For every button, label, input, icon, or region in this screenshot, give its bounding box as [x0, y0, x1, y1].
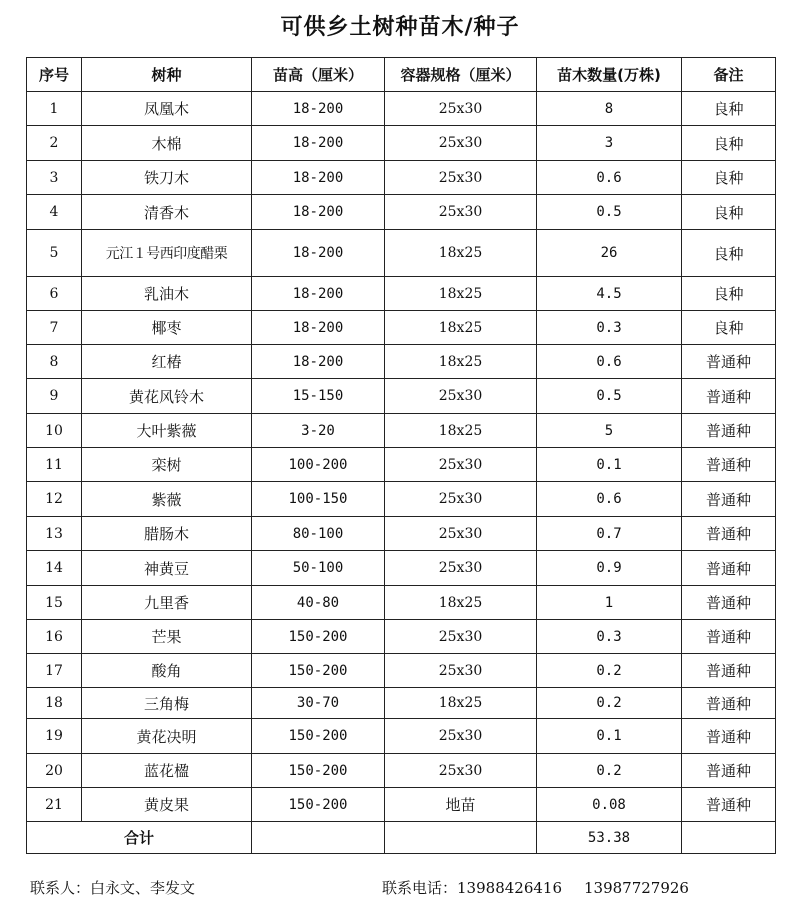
- row-species: 蓝花楹: [82, 754, 252, 788]
- row-height: 18-200: [252, 311, 385, 345]
- row-species: 清香木: [82, 195, 252, 230]
- row-quantity: 0.7: [537, 517, 682, 551]
- row-note: 普通种: [682, 586, 776, 620]
- row-quantity: 0.6: [537, 161, 682, 195]
- row-index: 4: [27, 195, 82, 230]
- row-index: 21: [27, 788, 82, 822]
- contact-persons: 联系人：白永文、李发文: [30, 879, 196, 897]
- row-index: 15: [27, 586, 82, 620]
- row-index: 3: [27, 161, 82, 195]
- row-note: 普通种: [682, 551, 776, 586]
- row-container: 25x30: [385, 161, 537, 195]
- row-container: 18x25: [385, 688, 537, 719]
- row-index: 16: [27, 620, 82, 654]
- row-container: 地苗: [385, 788, 537, 822]
- table-row: [27, 719, 776, 754]
- row-note: 良种: [682, 195, 776, 230]
- row-container: 25x30: [385, 551, 537, 586]
- row-height: 100-150: [252, 482, 385, 517]
- row-index: 9: [27, 379, 82, 414]
- row-note: 良种: [682, 311, 776, 345]
- phone-label: 联系电话：: [382, 879, 458, 897]
- row-quantity: 0.9: [537, 551, 682, 586]
- row-species: 木棉: [82, 126, 252, 161]
- row-species: 神黄豆: [82, 551, 252, 586]
- row-container: 25x30: [385, 92, 537, 126]
- total-height-empty: [252, 822, 385, 854]
- row-height: 30-70: [252, 688, 385, 719]
- table-row: [27, 482, 776, 517]
- row-quantity: 0.5: [537, 379, 682, 414]
- row-quantity: 0.2: [537, 654, 682, 688]
- row-note: 普通种: [682, 788, 776, 822]
- row-container: 25x30: [385, 754, 537, 788]
- row-note: 良种: [682, 277, 776, 311]
- header-species: 树种: [82, 58, 252, 92]
- row-species: 酸角: [82, 654, 252, 688]
- total-label: 合计: [27, 822, 252, 854]
- header-height: 苗高（厘米）: [252, 58, 385, 92]
- row-note: 良种: [682, 92, 776, 126]
- total-row: [27, 822, 776, 854]
- row-species: 椰枣: [82, 311, 252, 345]
- table-row: [27, 448, 776, 482]
- row-index: 14: [27, 551, 82, 586]
- row-note: 普通种: [682, 620, 776, 654]
- row-note: 良种: [682, 126, 776, 161]
- row-species: 黄花风铃木: [82, 379, 252, 414]
- row-note: 普通种: [682, 482, 776, 517]
- row-species: 黄皮果: [82, 788, 252, 822]
- row-container: 18x25: [385, 586, 537, 620]
- total-note-empty: [682, 822, 776, 854]
- row-index: 5: [27, 230, 82, 277]
- row-height: 15-150: [252, 379, 385, 414]
- row-species: 大叶紫薇: [82, 414, 252, 448]
- row-container: 25x30: [385, 195, 537, 230]
- row-index: 13: [27, 517, 82, 551]
- header-container: 容器规格（厘米）: [385, 58, 537, 92]
- row-quantity: 1: [537, 586, 682, 620]
- row-container: 25x30: [385, 379, 537, 414]
- row-container: 25x30: [385, 620, 537, 654]
- row-quantity: 0.08: [537, 788, 682, 822]
- row-height: 18-200: [252, 195, 385, 230]
- row-height: 50-100: [252, 551, 385, 586]
- row-note: 普通种: [682, 517, 776, 551]
- row-note: 普通种: [682, 719, 776, 754]
- row-note: 良种: [682, 161, 776, 195]
- row-height: 18-200: [252, 345, 385, 379]
- table-row: [27, 311, 776, 345]
- phone-number-2: 13987727926: [584, 879, 689, 897]
- row-quantity: 0.1: [537, 448, 682, 482]
- row-note: 普通种: [682, 754, 776, 788]
- row-height: 18-200: [252, 92, 385, 126]
- row-height: 150-200: [252, 788, 385, 822]
- row-index: 6: [27, 277, 82, 311]
- table-row: [27, 620, 776, 654]
- row-container: 18x25: [385, 230, 537, 277]
- row-quantity: 3: [537, 126, 682, 161]
- header-index: 序号: [27, 58, 82, 92]
- row-quantity: 0.5: [537, 195, 682, 230]
- row-height: 18-200: [252, 126, 385, 161]
- row-quantity: 0.1: [537, 719, 682, 754]
- row-height: 18-200: [252, 230, 385, 277]
- table-row: [27, 754, 776, 788]
- row-species: 栾树: [82, 448, 252, 482]
- row-height: 150-200: [252, 654, 385, 688]
- table-row: [27, 161, 776, 195]
- table-row: [27, 688, 776, 719]
- row-height: 18-200: [252, 277, 385, 311]
- table-row: [27, 379, 776, 414]
- row-container: 18x25: [385, 345, 537, 379]
- row-species: 紫薇: [82, 482, 252, 517]
- row-note: 良种: [682, 230, 776, 277]
- seedling-table: [26, 57, 776, 854]
- row-height: 40-80: [252, 586, 385, 620]
- row-height: 18-200: [252, 161, 385, 195]
- table-row: [27, 414, 776, 448]
- contact-phones: [382, 877, 689, 898]
- total-container-empty: [385, 822, 537, 854]
- row-quantity: 0.3: [537, 311, 682, 345]
- row-note: 普通种: [682, 379, 776, 414]
- row-quantity: 0.6: [537, 482, 682, 517]
- row-container: 25x30: [385, 654, 537, 688]
- row-index: 20: [27, 754, 82, 788]
- row-quantity: 0.6: [537, 345, 682, 379]
- row-index: 19: [27, 719, 82, 754]
- row-index: 11: [27, 448, 82, 482]
- row-height: 100-200: [252, 448, 385, 482]
- header-quantity: 苗木数量(万株): [537, 58, 682, 92]
- row-height: 150-200: [252, 719, 385, 754]
- row-index: 10: [27, 414, 82, 448]
- row-container: 25x30: [385, 719, 537, 754]
- row-note: 普通种: [682, 654, 776, 688]
- row-quantity: 5: [537, 414, 682, 448]
- row-species: 三角梅: [82, 688, 252, 719]
- table-row: [27, 195, 776, 230]
- row-index: 18: [27, 688, 82, 719]
- table-row: [27, 654, 776, 688]
- row-index: 7: [27, 311, 82, 345]
- row-species: 乳油木: [82, 277, 252, 311]
- row-species: 黄花决明: [82, 719, 252, 754]
- table-row: [27, 277, 776, 311]
- table-row: [27, 788, 776, 822]
- row-container: 25x30: [385, 448, 537, 482]
- row-species: 铁刀木: [82, 161, 252, 195]
- table-header-row: [27, 58, 776, 92]
- table-body: [27, 92, 776, 822]
- row-index: 17: [27, 654, 82, 688]
- row-note: 普通种: [682, 448, 776, 482]
- row-index: 12: [27, 482, 82, 517]
- row-container: 25x30: [385, 482, 537, 517]
- row-quantity: 0.2: [537, 754, 682, 788]
- table-row: [27, 586, 776, 620]
- row-index: 8: [27, 345, 82, 379]
- phone-number-1: 13988426416: [457, 879, 562, 897]
- row-container: 18x25: [385, 277, 537, 311]
- row-container: 25x30: [385, 517, 537, 551]
- row-height: 150-200: [252, 620, 385, 654]
- row-species: 红椿: [82, 345, 252, 379]
- row-quantity: 0.3: [537, 620, 682, 654]
- row-species: 凤凰木: [82, 92, 252, 126]
- row-height: 3-20: [252, 414, 385, 448]
- row-quantity: 8: [537, 92, 682, 126]
- row-height: 80-100: [252, 517, 385, 551]
- header-note: 备注: [682, 58, 776, 92]
- table-row: [27, 126, 776, 161]
- table-row: [27, 551, 776, 586]
- row-container: 25x30: [385, 126, 537, 161]
- row-species: 芒果: [82, 620, 252, 654]
- total-quantity: 53.38: [537, 822, 682, 854]
- row-quantity: 4.5: [537, 277, 682, 311]
- page-title: 可供乡土树种苗木/种子: [280, 15, 520, 40]
- table-row: [27, 345, 776, 379]
- row-note: 普通种: [682, 345, 776, 379]
- row-index: 2: [27, 126, 82, 161]
- row-note: 普通种: [682, 414, 776, 448]
- row-quantity: 0.2: [537, 688, 682, 719]
- row-index: 1: [27, 92, 82, 126]
- row-container: 18x25: [385, 414, 537, 448]
- row-quantity: 26: [537, 230, 682, 277]
- row-height: 150-200: [252, 754, 385, 788]
- row-species: 腊肠木: [82, 517, 252, 551]
- table-row: [27, 230, 776, 277]
- table-row: [27, 92, 776, 126]
- table-row: [27, 517, 776, 551]
- row-species: 元江１号西印度醋栗: [82, 230, 252, 277]
- row-note: 普通种: [682, 688, 776, 719]
- row-species: 九里香: [82, 586, 252, 620]
- row-container: 18x25: [385, 311, 537, 345]
